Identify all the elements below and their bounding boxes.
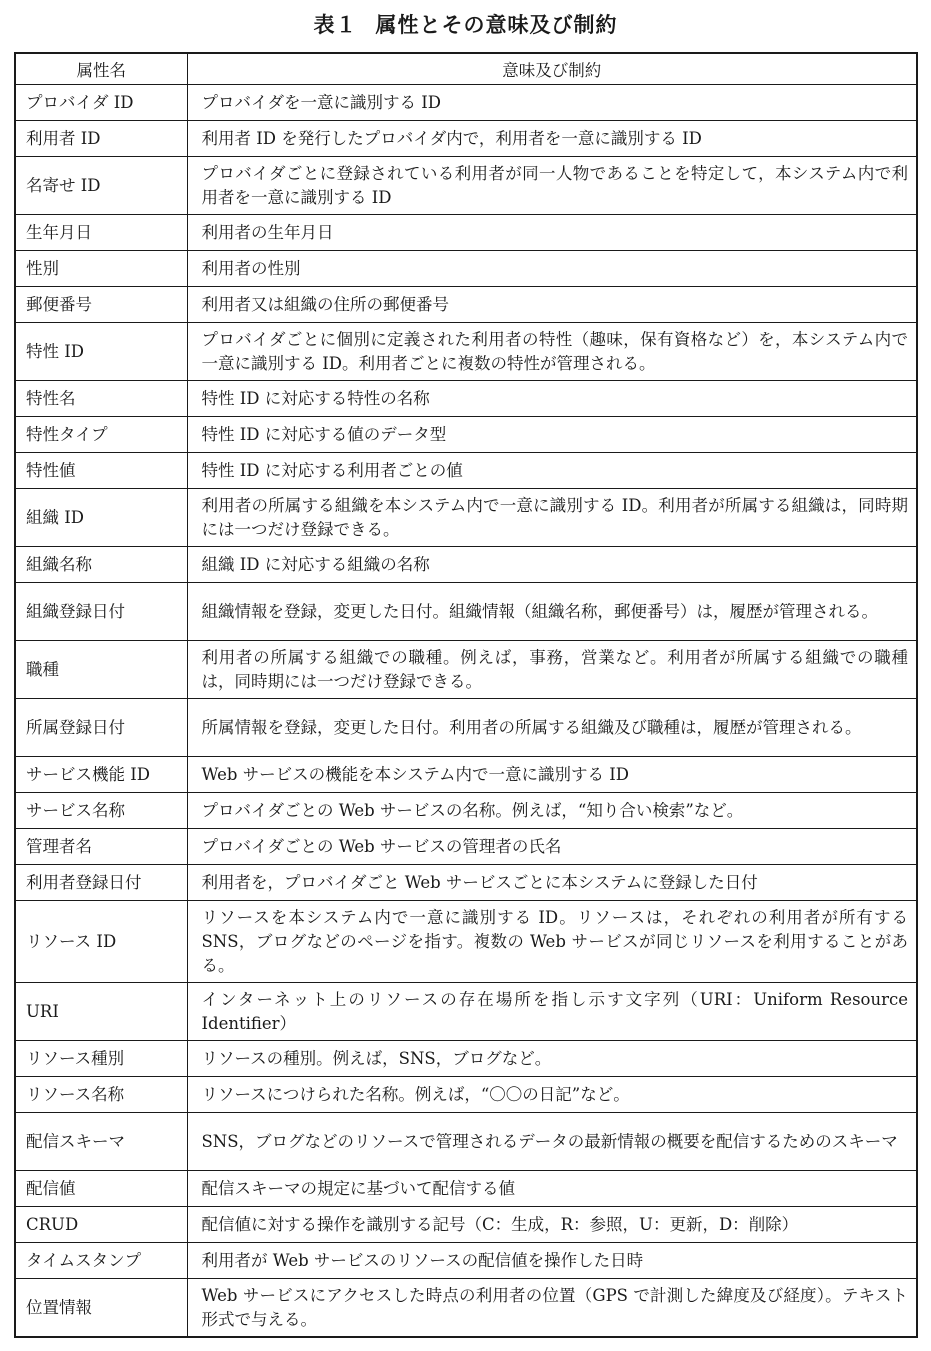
attribute-name-cell: リソース ID [15,901,187,983]
attribute-name-cell: 組織登録日付 [15,583,187,641]
table-row [15,829,917,865]
attribute-name-cell: 配信値 [15,1171,187,1207]
attribute-name-cell: 生年月日 [15,215,187,251]
attribute-name-cell: タイムスタンプ [15,1243,187,1279]
attribute-name-cell: 郵便番号 [15,287,187,323]
attribute-name-cell: 特性 ID [15,323,187,381]
attribute-meaning-cell: プロバイダを一意に識別する ID [187,85,917,121]
attribute-name-cell: 性別 [15,251,187,287]
attribute-name-cell: 組織 ID [15,489,187,547]
attribute-name-cell: 特性名 [15,381,187,417]
attribute-meaning-cell: 利用者 ID を発行したプロバイダ内で，利用者を一意に識別する ID [187,121,917,157]
table-row [15,85,917,121]
table-caption-number: 表１ [313,13,358,37]
table-row [15,583,917,641]
attribute-meaning-cell: Web サービスの機能を本システム内で一意に識別する ID [187,757,917,793]
attribute-meaning-cell: 特性 ID に対応する利用者ごとの値 [187,453,917,489]
table-row [15,641,917,699]
table-row [15,547,917,583]
attribute-meaning-cell: 組織情報を登録，変更した日付。組織情報（組織名称，郵便番号）は，履歴が管理される。 [187,583,917,641]
table-row [15,489,917,547]
table-row [15,157,917,215]
attribute-meaning-cell: リソースにつけられた名称。例えば，“〇〇の日記”など。 [187,1077,917,1113]
attribute-meaning-cell: Web サービスにアクセスした時点の利用者の位置（GPS で計測した緯度及び経度）。テキスト形式で与える。 [187,1279,917,1338]
attribute-meaning-cell: 利用者の所属する組織での職種。例えば，事務，営業など。利用者が所属する組織での職種は，同時期には一つだけ登録できる。 [187,641,917,699]
table-row [15,215,917,251]
attribute-meaning-cell: SNS，ブログなどのリソースで管理されるデータの最新情報の概要を配信するためのスキーマ [187,1113,917,1171]
table-row [15,1041,917,1077]
attribute-name-cell: 組織名称 [15,547,187,583]
attribute-meaning-cell: リソースの種別。例えば，SNS，ブログなど。 [187,1041,917,1077]
header-attribute-name: 属性名 [15,53,187,85]
attribute-meaning-cell: 利用者を，プロバイダごと Web サービスごとに本システムに登録した日付 [187,865,917,901]
table-row [15,1113,917,1171]
table-row [15,287,917,323]
attribute-meaning-cell: 利用者の生年月日 [187,215,917,251]
attribute-name-cell: サービス機能 ID [15,757,187,793]
table-row [15,251,917,287]
attribute-name-cell: 特性値 [15,453,187,489]
attribute-meaning-cell: プロバイダごとに個別に定義された利用者の特性（趣味，保有資格など）を，本システム内で一意に識別する ID。利用者ごとに複数の特性が管理される。 [187,323,917,381]
table-caption [0,10,931,40]
table-row [15,757,917,793]
attribute-name-cell: プロバイダ ID [15,85,187,121]
table-row [15,699,917,757]
table-row [15,865,917,901]
attribute-name-cell: リソース名称 [15,1077,187,1113]
header-meaning: 意味及び制約 [187,53,917,85]
table-row [15,323,917,381]
attribute-name-cell: 位置情報 [15,1279,187,1338]
attribute-name-cell: 管理者名 [15,829,187,865]
table-row [15,1171,917,1207]
attribute-meaning-cell: 配信値に対する操作を識別する記号（C：生成，R：参照，U：更新，D：削除） [187,1207,917,1243]
table-row [15,1279,917,1338]
attribute-meaning-cell: 利用者の所属する組織を本システム内で一意に識別する ID。利用者が所属する組織は，同時期には一つだけ登録できる。 [187,489,917,547]
table-row [15,1207,917,1243]
attribute-meaning-cell: インターネット上のリソースの存在場所を指し示す文字列（URI：Uniform Resource Identifier） [187,983,917,1041]
attribute-meaning-cell: リソースを本システム内で一意に識別する ID。リソースは，それぞれの利用者が所有する SNS，ブログなどのページを指す。複数の Web サービスが同じリソースを利用することがある。 [187,901,917,983]
attribute-meaning-cell: 利用者が Web サービスのリソースの配信値を操作した日時 [187,1243,917,1279]
table-row [15,793,917,829]
attribute-name-cell: サービス名称 [15,793,187,829]
attribute-meaning-cell: 特性 ID に対応する特性の名称 [187,381,917,417]
attribute-meaning-cell: 利用者又は組織の住所の郵便番号 [187,287,917,323]
table-row [15,901,917,983]
attribute-meaning-cell: 利用者の性別 [187,251,917,287]
attribute-name-cell: 利用者 ID [15,121,187,157]
table-row [15,453,917,489]
attribute-meaning-cell: 特性 ID に対応する値のデータ型 [187,417,917,453]
attribute-name-cell: URI [15,983,187,1041]
table-row [15,983,917,1041]
attribute-name-cell: 名寄せ ID [15,157,187,215]
attribute-name-cell: リソース種別 [15,1041,187,1077]
attribute-meaning-cell: 所属情報を登録，変更した日付。利用者の所属する組織及び職種は，履歴が管理される。 [187,699,917,757]
attribute-name-cell: 配信スキーマ [15,1113,187,1171]
attribute-meaning-cell: 配信スキーマの規定に基づいて配信する値 [187,1171,917,1207]
table-header-row [15,53,917,85]
attribute-name-cell: 職種 [15,641,187,699]
table-caption-title: 属性とその意味及び制約 [375,13,618,37]
attribute-meaning-cell: プロバイダごとに登録されている利用者が同一人物であることを特定して，本システム内で利用者を一意に識別する ID [187,157,917,215]
table-row [15,381,917,417]
attribute-meaning-cell: プロバイダごとの Web サービスの管理者の氏名 [187,829,917,865]
table-row [15,121,917,157]
attribute-name-cell: 利用者登録日付 [15,865,187,901]
attribute-name-cell: 特性タイプ [15,417,187,453]
attribute-name-cell: 所属登録日付 [15,699,187,757]
attribute-name-cell: CRUD [15,1207,187,1243]
attribute-meaning-cell: 組織 ID に対応する組織の名称 [187,547,917,583]
attribute-meaning-cell: プロバイダごとの Web サービスの名称。例えば，“知り合い検索”など。 [187,793,917,829]
table-row [15,1077,917,1113]
table-row [15,1243,917,1279]
table-row [15,417,917,453]
attribute-table [14,52,918,1338]
